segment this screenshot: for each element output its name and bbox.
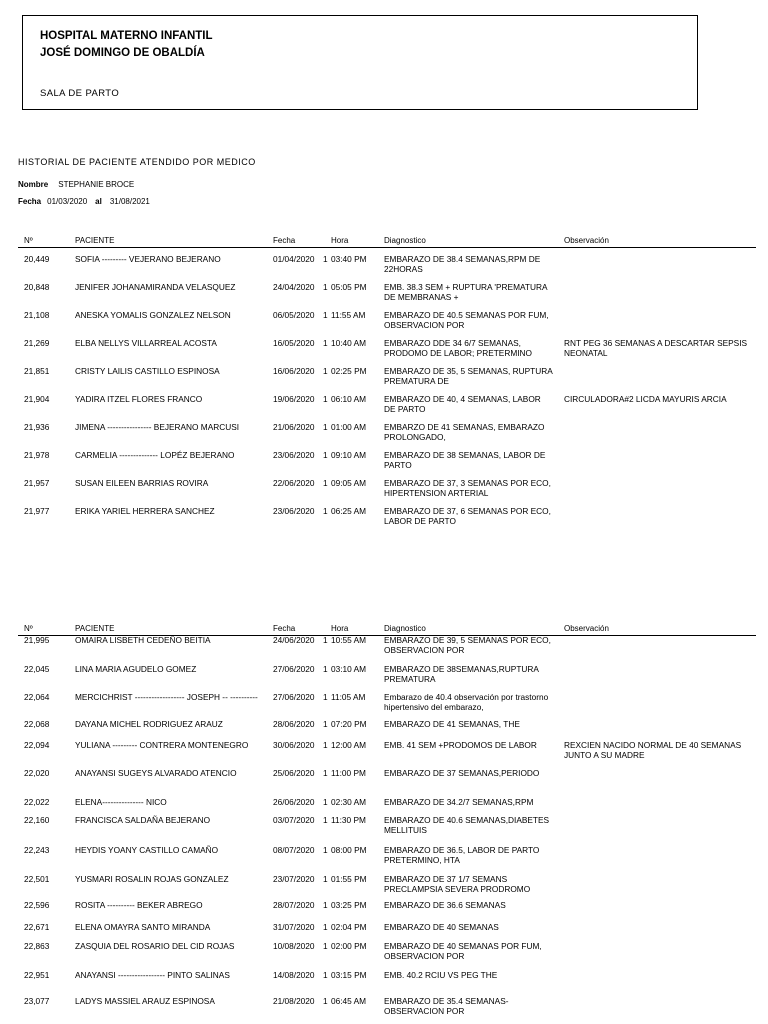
row-number: 22,671	[24, 922, 50, 932]
visit-time: 10:40 AM	[331, 338, 367, 348]
col-num-header: Nº	[24, 236, 33, 245]
visit-date: 01/04/2020	[273, 254, 315, 264]
visit-date: 14/08/2020	[273, 970, 315, 980]
visit-time: 02:30 AM	[331, 797, 367, 807]
row-number: 23,077	[24, 996, 50, 1006]
visit-date: 19/06/2020	[273, 394, 315, 404]
row-number: 20,449	[24, 254, 50, 264]
visit-date: 23/07/2020	[273, 874, 315, 884]
col-hora-header: Hora	[331, 236, 349, 245]
observation: CIRCULADORA#2 LICDA MAYURIS ARCIA	[564, 394, 727, 404]
row-number: 22,045	[24, 664, 50, 674]
patient-name: ELENA--------------- NICO	[75, 797, 167, 807]
patient-name: ANESKA YOMALIS GONZALEZ NELSON	[75, 310, 231, 320]
visit-count: 1	[323, 282, 328, 292]
patient-name: FRANCISCA SALDAÑA BEJERANO	[75, 815, 211, 825]
visit-time: 10:55 AM	[331, 635, 367, 645]
row-number: 20,848	[24, 282, 50, 292]
diagnosis: EMBARAZO DE 41 SEMANAS, THE	[384, 719, 520, 729]
fecha-sep: al	[95, 197, 102, 206]
visit-count: 1	[323, 338, 328, 348]
row-number: 22,596	[24, 900, 50, 910]
visit-time: 02:25 PM	[331, 366, 367, 376]
diagnosis: EMBARAZO DE 35, 5 SEMANAS, RUPTURA PREMATURA DE	[384, 366, 553, 386]
visit-time: 09:10 AM	[331, 450, 367, 460]
row-number: 22,863	[24, 941, 50, 951]
visit-count: 1	[323, 996, 328, 1006]
col-fecha-header: Fecha	[273, 236, 296, 245]
fecha-from: 01/03/2020	[47, 197, 88, 206]
col-diagnostico-header: Diagnostico	[384, 236, 426, 245]
visit-count: 1	[323, 768, 328, 778]
visit-time: 07:20 PM	[331, 719, 367, 729]
diagnosis: EMBARAZO DE 38 SEMANAS, LABOR DE PARTO	[384, 450, 546, 470]
diagnosis: EMBARAZO DE 37 SEMANAS,PERIODO	[384, 768, 540, 778]
date-range-line	[18, 197, 150, 206]
row-number: 21,269	[24, 338, 50, 348]
row-number: 22,094	[24, 740, 50, 750]
nombre-value: STEPHANIE BROCE	[58, 180, 135, 189]
diagnosis: EMBARAZO DE 40.6 SEMANAS,DIABETES MELLITUIS	[384, 815, 550, 835]
patient-name: YULIANA --------- CONTRERA MONTENEGRO	[75, 740, 249, 750]
visit-time: 03:25 PM	[331, 900, 367, 910]
visit-time: 03:40 PM	[331, 254, 367, 264]
visit-date: 06/05/2020	[273, 310, 315, 320]
visit-count: 1	[323, 874, 328, 884]
visit-date: 22/06/2020	[273, 478, 315, 488]
visit-count: 1	[323, 692, 328, 702]
patient-name: YADIRA ITZEL FLORES FRANCO	[75, 394, 203, 404]
visit-time: 03:10 AM	[331, 664, 367, 674]
diagnosis: EMBARAZO DE 36.6 SEMANAS	[384, 900, 506, 910]
diagnosis: EMBARAZO DE 40.5 SEMANAS POR FUM, OBSERVACION POR	[384, 310, 549, 330]
row-number: 22,068	[24, 719, 50, 729]
visit-date: 03/07/2020	[273, 815, 315, 825]
patient-name: ELBA NELLYS VILLARREAL ACOSTA	[75, 338, 217, 348]
fecha-to: 31/08/2021	[109, 197, 150, 206]
observation: RNT PEG 36 SEMANAS A DESCARTAR SEPSIS NEONATAL	[564, 338, 748, 358]
row-number: 22,160	[24, 815, 50, 825]
visit-time: 08:00 PM	[331, 845, 367, 855]
visit-time: 06:10 AM	[331, 394, 367, 404]
header-rule	[18, 247, 756, 248]
visit-count: 1	[323, 450, 328, 460]
row-number: 21,977	[24, 506, 50, 516]
visit-time: 01:00 AM	[331, 422, 367, 432]
patient-name: CARMELIA -------------- LOPÉZ BEJERANO	[75, 450, 235, 460]
fecha-label: Fecha	[18, 197, 42, 206]
visit-time: 06:45 AM	[331, 996, 367, 1006]
visit-date: 21/06/2020	[273, 422, 315, 432]
diagnosis: EMBARZO DE 41 SEMANAS, EMBARAZO PROLONGADO,	[384, 422, 545, 442]
visit-date: 24/06/2020	[273, 635, 315, 645]
col-paciente-header: PACIENTE	[75, 624, 115, 633]
patient-name: DAYANA MICHEL RODRIGUEZ ARAUZ	[75, 719, 223, 729]
patient-name: ANAYANSI SUGEYS ALVARADO ATENCIO	[75, 768, 237, 778]
visit-count: 1	[323, 478, 328, 488]
visit-count: 1	[323, 254, 328, 264]
visit-count: 1	[323, 664, 328, 674]
department-name: SALA DE PARTO	[40, 88, 120, 99]
diagnosis: EMBARAZO DE 36.5, LABOR DE PARTO PRETERMINO, HTA	[384, 845, 540, 865]
diagnosis: EMBARAZO DDE 34 6/7 SEMANAS, PRODOMO DE LABOR; PRETERMINO	[384, 338, 532, 358]
patient-name: CRISTY LAILIS CASTILLO ESPINOSA	[75, 366, 220, 376]
visit-date: 16/05/2020	[273, 338, 315, 348]
visit-date: 08/07/2020	[273, 845, 315, 855]
patient-name: OMAIRA LISBETH CEDEÑO BEITIA	[75, 635, 211, 645]
col-fecha-header: Fecha	[273, 624, 296, 633]
visit-time: 02:04 PM	[331, 922, 367, 932]
patient-name: ROSITA ---------- BEKER ABREGO	[75, 900, 203, 910]
visit-date: 10/08/2020	[273, 941, 315, 951]
visit-count: 1	[323, 635, 328, 645]
visit-time: 06:25 AM	[331, 506, 367, 516]
row-number: 22,243	[24, 845, 50, 855]
visit-time: 05:05 PM	[331, 282, 367, 292]
visit-time: 09:05 AM	[331, 478, 367, 488]
visit-count: 1	[323, 970, 328, 980]
visit-date: 21/08/2020	[273, 996, 315, 1006]
visit-count: 1	[323, 922, 328, 932]
visit-count: 1	[323, 900, 328, 910]
visit-time: 11:30 PM	[331, 815, 366, 825]
visit-date: 23/06/2020	[273, 450, 315, 460]
visit-count: 1	[323, 719, 328, 729]
row-number: 22,951	[24, 970, 50, 980]
visit-count: 1	[323, 506, 328, 516]
row-number: 21,851	[24, 366, 50, 376]
hospital-name-line1: HOSPITAL MATERNO INFANTIL	[40, 30, 213, 42]
col-paciente-header: PACIENTE	[75, 236, 115, 245]
row-number: 21,936	[24, 422, 50, 432]
patient-name: LADYS MASSIEL ARAUZ ESPINOSA	[75, 996, 215, 1006]
visit-date: 30/06/2020	[273, 740, 315, 750]
patient-name: HEYDIS YOANY CASTILLO CAMAÑO	[75, 845, 219, 855]
patient-name: MERCICHRIST ------------------ JOSEPH -- ----------	[75, 692, 258, 702]
patient-name: JENIFER JOHANAMIRANDA VELASQUEZ	[75, 282, 236, 292]
visit-time: 02:00 PM	[331, 941, 367, 951]
row-number: 22,020	[24, 768, 50, 778]
visit-count: 1	[323, 845, 328, 855]
patient-name: SOFIA --------- VEJERANO BEJERANO	[75, 254, 221, 264]
row-number: 22,064	[24, 692, 50, 702]
visit-date: 27/06/2020	[273, 664, 315, 674]
row-number: 22,022	[24, 797, 50, 807]
col-observacion-header: Observación	[564, 236, 609, 245]
row-number: 21,957	[24, 478, 50, 488]
diagnosis: EMBARAZO DE 40 SEMANAS POR FUM, OBSERVACION POR	[384, 941, 542, 961]
diagnosis: EMBARAZO DE 39, 5 SEMANAS POR ECO, OBSERVACION POR	[384, 635, 551, 655]
visit-time: 11:55 AM	[331, 310, 366, 320]
visit-date: 27/06/2020	[273, 692, 315, 702]
diagnosis: EMBARAZO DE 38.4 SEMANAS,RPM DE 22HORAS	[384, 254, 541, 274]
diagnosis: EMBARAZO DE 35.4 SEMANAS-OBSERVACION POR	[384, 996, 509, 1016]
diagnosis: EMBARAZO DE 37, 3 SEMANAS POR ECO, HIPERTENSION ARTERIAL	[384, 478, 551, 498]
col-diagnostico-header: Diagnostico	[384, 624, 426, 633]
diagnosis: EMBARAZO DE 37 1/7 SEMANS PRECLAMPSIA SEVERA PRODROMO	[384, 874, 531, 894]
diagnosis: EMB. 41 SEM +PRODOMOS DE LABOR	[384, 740, 537, 750]
patient-name: ANAYANSI ----------------- PINTO SALINAS	[75, 970, 230, 980]
col-hora-header: Hora	[331, 624, 349, 633]
visit-count: 1	[323, 815, 328, 825]
diagnosis: EMBARAZO DE 37, 6 SEMANAS POR ECO, LABOR DE PARTO	[384, 506, 551, 526]
patient-name: SUSAN EILEEN BARRIAS ROVIRA	[75, 478, 209, 488]
visit-count: 1	[323, 941, 328, 951]
hospital-name-line2: JOSÉ DOMINGO DE OBALDÍA	[40, 47, 205, 59]
visit-date: 28/07/2020	[273, 900, 315, 910]
col-observacion-header: Observación	[564, 624, 609, 633]
patient-name: ZASQUIA DEL ROSARIO DEL CID ROJAS	[75, 941, 235, 951]
visit-date: 31/07/2020	[273, 922, 315, 932]
patient-name: YUSMARI ROSALIN ROJAS GONZALEZ	[75, 874, 229, 884]
diagnosis: EMB. 38.3 SEM + RUPTURA 'PREMATURA DE MEMBRANAS +	[384, 282, 548, 302]
row-number: 21,904	[24, 394, 50, 404]
visit-count: 1	[323, 422, 328, 432]
row-number: 21,978	[24, 450, 50, 460]
row-number: 21,108	[24, 310, 50, 320]
observation: REXCIEN NACIDO NORMAL DE 40 SEMANAS JUNTO A SU MADRE	[564, 740, 742, 760]
patient-name: ERIKA YARIEL HERRERA SANCHEZ	[75, 506, 215, 516]
patient-name-line	[18, 180, 134, 189]
visit-date: 28/06/2020	[273, 719, 315, 729]
visit-count: 1	[323, 394, 328, 404]
visit-date: 26/06/2020	[273, 797, 315, 807]
patient-name: LINA MARIA AGUDELO GOMEZ	[75, 664, 197, 674]
visit-count: 1	[323, 740, 328, 750]
visit-time: 11:00 PM	[331, 768, 366, 778]
diagnosis: EMBARAZO DE 40 SEMANAS	[384, 922, 499, 932]
visit-time: 01:55 PM	[331, 874, 367, 884]
visit-date: 25/06/2020	[273, 768, 315, 778]
visit-time: 11:05 AM	[331, 692, 366, 702]
visit-date: 23/06/2020	[273, 506, 315, 516]
visit-time: 12:00 AM	[331, 740, 367, 750]
visit-time: 03:15 PM	[331, 970, 367, 980]
row-number: 21,995	[24, 635, 50, 645]
nombre-label: Nombre	[18, 180, 49, 189]
col-num-header: Nº	[24, 624, 33, 633]
report-title: HISTORIAL DE PACIENTE ATENDIDO POR MEDICO	[18, 157, 256, 167]
diagnosis: EMBARAZO DE 34.2/7 SEMANAS,RPM	[384, 797, 534, 807]
row-number: 22,501	[24, 874, 50, 884]
visit-count: 1	[323, 797, 328, 807]
diagnosis: EMBARAZO DE 40, 4 SEMANAS, LABOR DE PARTO	[384, 394, 541, 414]
visit-count: 1	[323, 366, 328, 376]
patient-name: JIMENA ---------------- BEJERANO MARCUSI	[75, 422, 240, 432]
diagnosis: EMBARAZO DE 38SEMANAS,RUPTURA PREMATURA	[384, 664, 539, 684]
visit-date: 16/06/2020	[273, 366, 315, 376]
header-box	[22, 15, 698, 110]
diagnosis: Embarazo de 40.4 observación por trastorno hipertensivo del embarazo,	[384, 692, 549, 712]
visit-count: 1	[323, 310, 328, 320]
visit-date: 24/04/2020	[273, 282, 315, 292]
diagnosis: EMB. 40.2 RCIU VS PEG THE	[384, 970, 498, 980]
patient-name: ELENA OMAYRA SANTO MIRANDA	[75, 922, 211, 932]
